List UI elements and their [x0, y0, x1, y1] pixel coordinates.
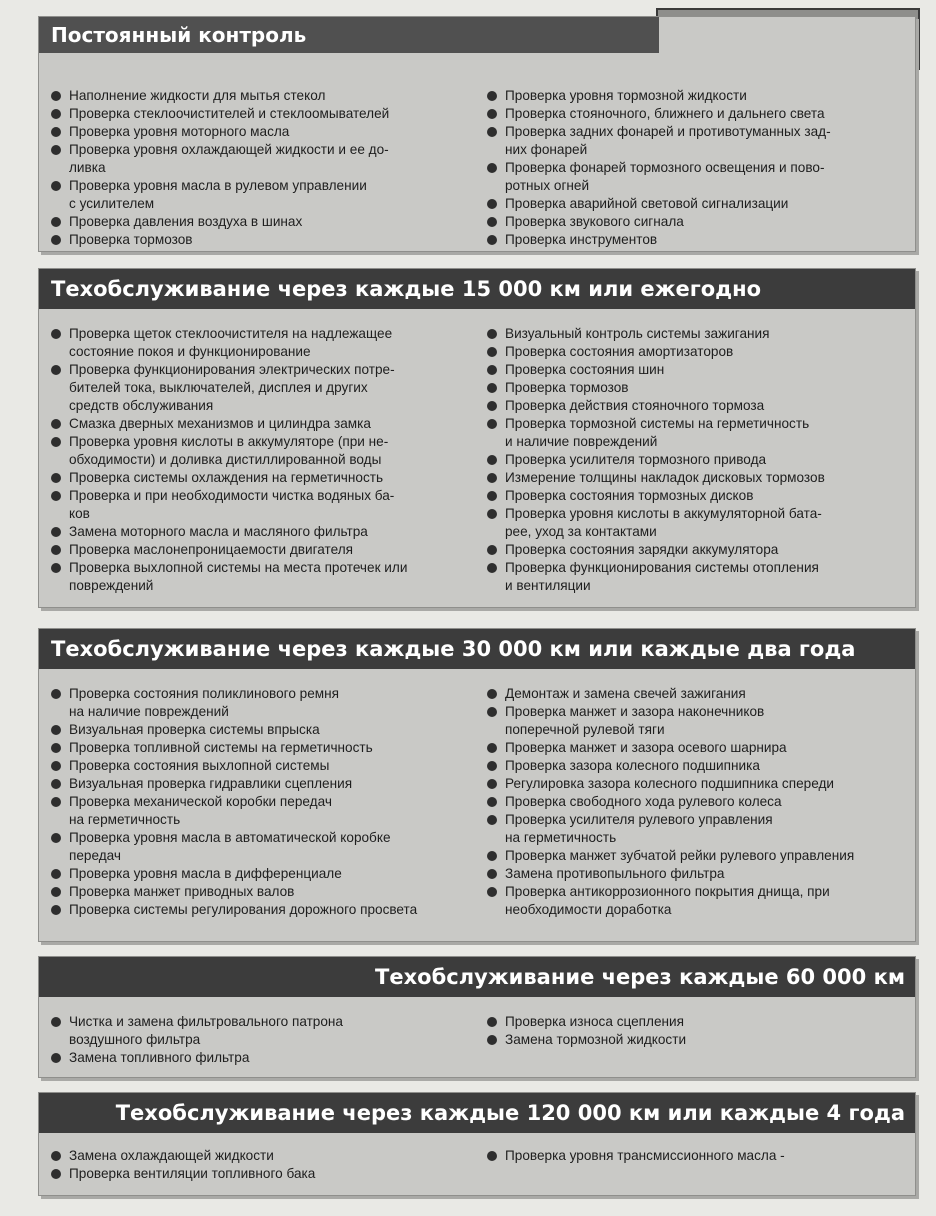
list-item-text: Наполнение жидкости для мытья стекол [69, 88, 326, 103]
list-item [51, 433, 467, 469]
list-item-text: Проверка состояния поликлинового ремня [69, 686, 340, 701]
list-item-text: с усилителем [69, 196, 155, 211]
bullet-icon [51, 545, 61, 555]
bullet-icon [51, 779, 61, 789]
section-s3 [38, 628, 916, 942]
bullet-icon [487, 797, 497, 807]
bullet-icon [487, 743, 497, 753]
list-item-text: Проверка давления воздуха в шинах [69, 214, 303, 229]
list-item-text: Регулировка зазора колесного подшипника спереди [505, 776, 834, 791]
bullet-icon [51, 217, 61, 227]
section-s2 [38, 268, 916, 608]
section-title: Техобслуживание через каждые 30 000 км или каждые два года [39, 629, 915, 669]
list-item [487, 1031, 903, 1049]
list-item [487, 541, 903, 559]
bullet-icon [487, 491, 497, 501]
bullet-icon [51, 473, 61, 483]
list-item-text: Замена противопыльного фильтра [505, 866, 725, 881]
right-column [467, 87, 903, 249]
list-item [51, 123, 467, 141]
bullet-icon [487, 563, 497, 573]
list-item-text: Проверка тормозов [505, 380, 629, 395]
list-item [51, 415, 467, 433]
list-item-text: Проверка уровня масла в рулевом управлении [69, 178, 367, 193]
bullet-icon [51, 869, 61, 879]
bullet-icon [51, 905, 61, 915]
bullet-icon [487, 217, 497, 227]
list-item [487, 1013, 903, 1031]
list-item-text: на наличие повреждений [69, 704, 229, 719]
section-s5 [38, 1092, 916, 1196]
bullet-icon [487, 109, 497, 119]
bullet-icon [51, 1169, 61, 1179]
list-item-text: Проверка манжет приводных валов [69, 884, 295, 899]
list-item-text: Проверка усилителя рулевого управления [505, 812, 773, 827]
bullet-icon [51, 1053, 61, 1063]
list-item [51, 87, 467, 105]
list-item-text: необходимости доработка [505, 902, 672, 917]
list-item [51, 141, 467, 177]
section-title: Техобслуживание через каждые 15 000 км или ежегодно [39, 269, 915, 309]
left-column [51, 1013, 467, 1067]
list-item [487, 865, 903, 883]
left-column [51, 1147, 467, 1183]
bullet-icon [51, 1151, 61, 1161]
list-item [51, 523, 467, 541]
list-item-text: Проверка манжет и зазора наконечников [505, 704, 765, 719]
list-item-text: Проверка аварийной световой сигнализации [505, 196, 789, 211]
list-item-text: Проверка состояния зарядки аккумулятора [505, 542, 779, 557]
bullet-icon [51, 1017, 61, 1027]
left-column [51, 325, 467, 595]
list-item [487, 105, 903, 123]
list-item-text: Проверка уровня моторного масла [69, 124, 290, 139]
list-item-text: на герметичность [69, 812, 181, 827]
bullet-icon [51, 743, 61, 753]
list-item-text: Визуальный контроль системы зажигания [505, 326, 770, 341]
item-list-right [487, 325, 903, 595]
list-item [487, 811, 903, 847]
list-item-text: Проверка состояния выхлопной системы [69, 758, 330, 773]
bullet-icon [487, 689, 497, 699]
list-item-text: средств обслуживания [69, 398, 214, 413]
bullet-icon [51, 365, 61, 375]
list-item [487, 123, 903, 159]
bullet-icon [487, 235, 497, 245]
list-item-text: Проверка щеток стеклоочистителя на надлежащее [69, 326, 393, 341]
list-item [487, 685, 903, 703]
list-item-text: рее, уход за контактами [505, 524, 657, 539]
list-item-text: Проверка уровня кислоты в аккумуляторной бата- [505, 506, 822, 521]
list-item [51, 757, 467, 775]
list-item-text: Визуальная проверка системы впрыска [69, 722, 320, 737]
list-item-text: Проверка стояночного, ближнего и дальнего света [505, 106, 825, 121]
item-list-left [51, 87, 467, 249]
list-item [51, 685, 467, 721]
list-item [51, 883, 467, 901]
list-item [487, 159, 903, 195]
item-list-left [51, 325, 467, 595]
list-item-text: Замена охлаждающей жидкости [69, 1148, 274, 1163]
list-item [51, 793, 467, 829]
list-item-text: Проверка системы регулирования дорожного просвета [69, 902, 418, 917]
list-item-text: Проверка звукового сигнала [505, 214, 684, 229]
bullet-icon [487, 545, 497, 555]
list-item [487, 505, 903, 541]
bullet-icon [51, 797, 61, 807]
bullet-icon [487, 707, 497, 717]
list-item [487, 703, 903, 739]
list-item-text: Проверка стеклоочистителей и стеклоомывателей [69, 106, 390, 121]
list-item [487, 213, 903, 231]
bullet-icon [487, 779, 497, 789]
list-item [487, 87, 903, 105]
bullet-icon [51, 563, 61, 573]
list-item-text: обходимости) и доливка дистиллированной воды [69, 452, 382, 467]
bullet-icon [487, 163, 497, 173]
bullet-icon [51, 145, 61, 155]
bullet-icon [51, 437, 61, 447]
list-item-text: Проверка выхлопной системы на места протечек или [69, 560, 408, 575]
list-item [51, 469, 467, 487]
list-item [51, 325, 467, 361]
bullet-icon [51, 761, 61, 771]
list-item [487, 487, 903, 505]
list-item [487, 757, 903, 775]
section-title: Постоянный контроль [39, 17, 659, 53]
bullet-icon [487, 1035, 497, 1045]
list-item-text: воздушного фильтра [69, 1032, 201, 1047]
list-item [487, 847, 903, 865]
list-item-text: Проверка антикоррозионного покрытия днища, при [505, 884, 830, 899]
item-list-right [487, 1013, 903, 1049]
list-item [51, 865, 467, 883]
bullet-icon [487, 365, 497, 375]
list-item-text: ливка [69, 160, 106, 175]
list-item [51, 901, 467, 919]
list-item-text: Проверка механической коробки передач [69, 794, 332, 809]
bullet-icon [487, 419, 497, 429]
list-item [51, 231, 467, 249]
bullet-icon [487, 509, 497, 519]
list-item [51, 829, 467, 865]
bullet-icon [51, 181, 61, 191]
list-item [487, 397, 903, 415]
list-item-text: Проверка состояния тормозных дисков [505, 488, 754, 503]
right-column [467, 1013, 903, 1067]
list-item-text: Проверка износа сцепления [505, 1014, 684, 1029]
list-item-text: Смазка дверных механизмов и цилиндра замка [69, 416, 371, 431]
bullet-icon [487, 869, 497, 879]
list-item-text: Проверка функционирования системы отопления [505, 560, 819, 575]
list-item [51, 1049, 467, 1067]
list-item [487, 379, 903, 397]
list-item [51, 213, 467, 231]
list-item-text: повреждений [69, 578, 154, 593]
bullet-icon [487, 887, 497, 897]
list-item-text: ротных огней [505, 178, 590, 193]
section-s4 [38, 956, 916, 1078]
list-item-text: Проверка уровня охлаждающей жидкости и ее до- [69, 142, 389, 157]
bullet-icon [487, 1151, 497, 1161]
list-item-text: Проверка тормозов [69, 232, 193, 247]
list-item-text: Проверка уровня кислоты в аккумуляторе (при не- [69, 434, 389, 449]
list-item [51, 721, 467, 739]
list-item [487, 231, 903, 249]
bullet-icon [51, 491, 61, 501]
bullet-icon [487, 815, 497, 825]
list-item [487, 1147, 903, 1165]
list-item [487, 415, 903, 451]
list-item [487, 559, 903, 595]
bullet-icon [487, 383, 497, 393]
list-item-text: Визуальная проверка гидравлики сцепления [69, 776, 353, 791]
item-list-right [487, 685, 903, 919]
item-list-right [487, 87, 903, 249]
list-item [51, 739, 467, 757]
right-column [467, 685, 903, 919]
list-item-text: Проверка задних фонарей и противотуманных зад- [505, 124, 831, 139]
list-item-text: поперечной рулевой тяги [505, 722, 665, 737]
list-item-text: Проверка уровня масла в автоматической коробке [69, 830, 391, 845]
right-column [467, 1147, 903, 1183]
list-item-text: Измерение толщины накладок дисковых тормозов [505, 470, 825, 485]
section-title: Техобслуживание через каждые 120 000 км или каждые 4 года [39, 1093, 915, 1133]
item-list-right [487, 1147, 903, 1165]
list-item-text: них фонарей [505, 142, 588, 157]
list-item [487, 469, 903, 487]
list-item [487, 195, 903, 213]
list-item-text: Проверка уровня тормозной жидкости [505, 88, 747, 103]
bullet-icon [51, 91, 61, 101]
list-item-text: Проверка состояния амортизаторов [505, 344, 734, 359]
list-item [487, 325, 903, 343]
list-item-text: и наличие повреждений [505, 434, 658, 449]
bullet-icon [487, 347, 497, 357]
bullet-icon [51, 127, 61, 137]
item-list-left [51, 1147, 467, 1183]
list-item-text: Проверка и при необходимости чистка водяных ба- [69, 488, 395, 503]
list-item-text: Проверка уровня трансмиссионного масла - [505, 1148, 785, 1163]
list-item-text: Проверка манжет зубчатой рейки рулевого управления [505, 848, 855, 863]
list-item [51, 1013, 467, 1049]
right-column [467, 325, 903, 595]
bullet-icon [487, 761, 497, 771]
bullet-icon [487, 91, 497, 101]
bullet-icon [487, 329, 497, 339]
list-item [487, 451, 903, 469]
list-item [487, 883, 903, 919]
list-item [51, 1165, 467, 1183]
list-item-text: Проверка свободного хода рулевого колеса [505, 794, 782, 809]
list-item [51, 105, 467, 123]
list-item-text: Чистка и замена фильтровального патрона [69, 1014, 343, 1029]
list-item-text: Проверка топливной системы на герметичность [69, 740, 373, 755]
list-item [51, 559, 467, 595]
bullet-icon [487, 1017, 497, 1027]
list-item-text: Проверка зазора колесного подшипника [505, 758, 760, 773]
list-item-text: Проверка функционирования электрических потре- [69, 362, 395, 377]
list-item-text: Проверка действия стояночного тормоза [505, 398, 765, 413]
bullet-icon [487, 199, 497, 209]
list-item [51, 775, 467, 793]
list-item-text: бителей тока, выключателей, дисплея и других [69, 380, 368, 395]
list-item-text: ков [69, 506, 90, 521]
bullet-icon [51, 419, 61, 429]
left-column [51, 685, 467, 919]
list-item-text: и вентиляции [505, 578, 591, 593]
list-item [51, 487, 467, 523]
list-item-text: Проверка системы охлаждения на герметичность [69, 470, 384, 485]
list-item-text: передач [69, 848, 122, 863]
list-item-text: Проверка усилителя тормозного привода [505, 452, 767, 467]
list-item [51, 1147, 467, 1165]
bullet-icon [487, 473, 497, 483]
bullet-icon [51, 329, 61, 339]
list-item-text: Проверка маслонепроницаемости двигателя [69, 542, 354, 557]
item-list-left [51, 1013, 467, 1067]
bullet-icon [51, 833, 61, 843]
list-item-text: Замена топливного фильтра [69, 1050, 250, 1065]
bullet-icon [51, 109, 61, 119]
list-item-text: Проверка состояния шин [505, 362, 665, 377]
list-item-text: состояние покоя и функционирование [69, 344, 311, 359]
bullet-icon [51, 689, 61, 699]
list-item-text: Проверка фонарей тормозного освещения и пово- [505, 160, 825, 175]
section-title: Техобслуживание через каждые 60 000 км [39, 957, 915, 997]
list-item [487, 775, 903, 793]
list-item-text: Проверка тормозной системы на герметичность [505, 416, 810, 431]
bullet-icon [51, 235, 61, 245]
section-s1 [38, 16, 916, 252]
list-item-text: Проверка вентиляции топливного бака [69, 1166, 316, 1181]
list-item-text: Демонтаж и замена свечей зажигания [505, 686, 746, 701]
bullet-icon [51, 725, 61, 735]
list-item-text: Замена тормозной жидкости [505, 1032, 687, 1047]
bullet-icon [487, 401, 497, 411]
list-item-text: на герметичность [505, 830, 617, 845]
list-item [51, 177, 467, 213]
list-item [487, 343, 903, 361]
list-item [487, 361, 903, 379]
item-list-left [51, 685, 467, 919]
bullet-icon [487, 851, 497, 861]
list-item [51, 541, 467, 559]
list-item-text: Проверка уровня масла в дифференциале [69, 866, 342, 881]
left-column [51, 87, 467, 249]
bullet-icon [51, 887, 61, 897]
bullet-icon [487, 455, 497, 465]
list-item [51, 361, 467, 415]
bullet-icon [51, 527, 61, 537]
list-item-text: Замена моторного масла и масляного фильтра [69, 524, 368, 539]
list-item [487, 793, 903, 811]
list-item-text: Проверка инструментов [505, 232, 658, 247]
list-item [487, 739, 903, 757]
list-item-text: Проверка манжет и зазора осевого шарнира [505, 740, 787, 755]
bullet-icon [487, 127, 497, 137]
